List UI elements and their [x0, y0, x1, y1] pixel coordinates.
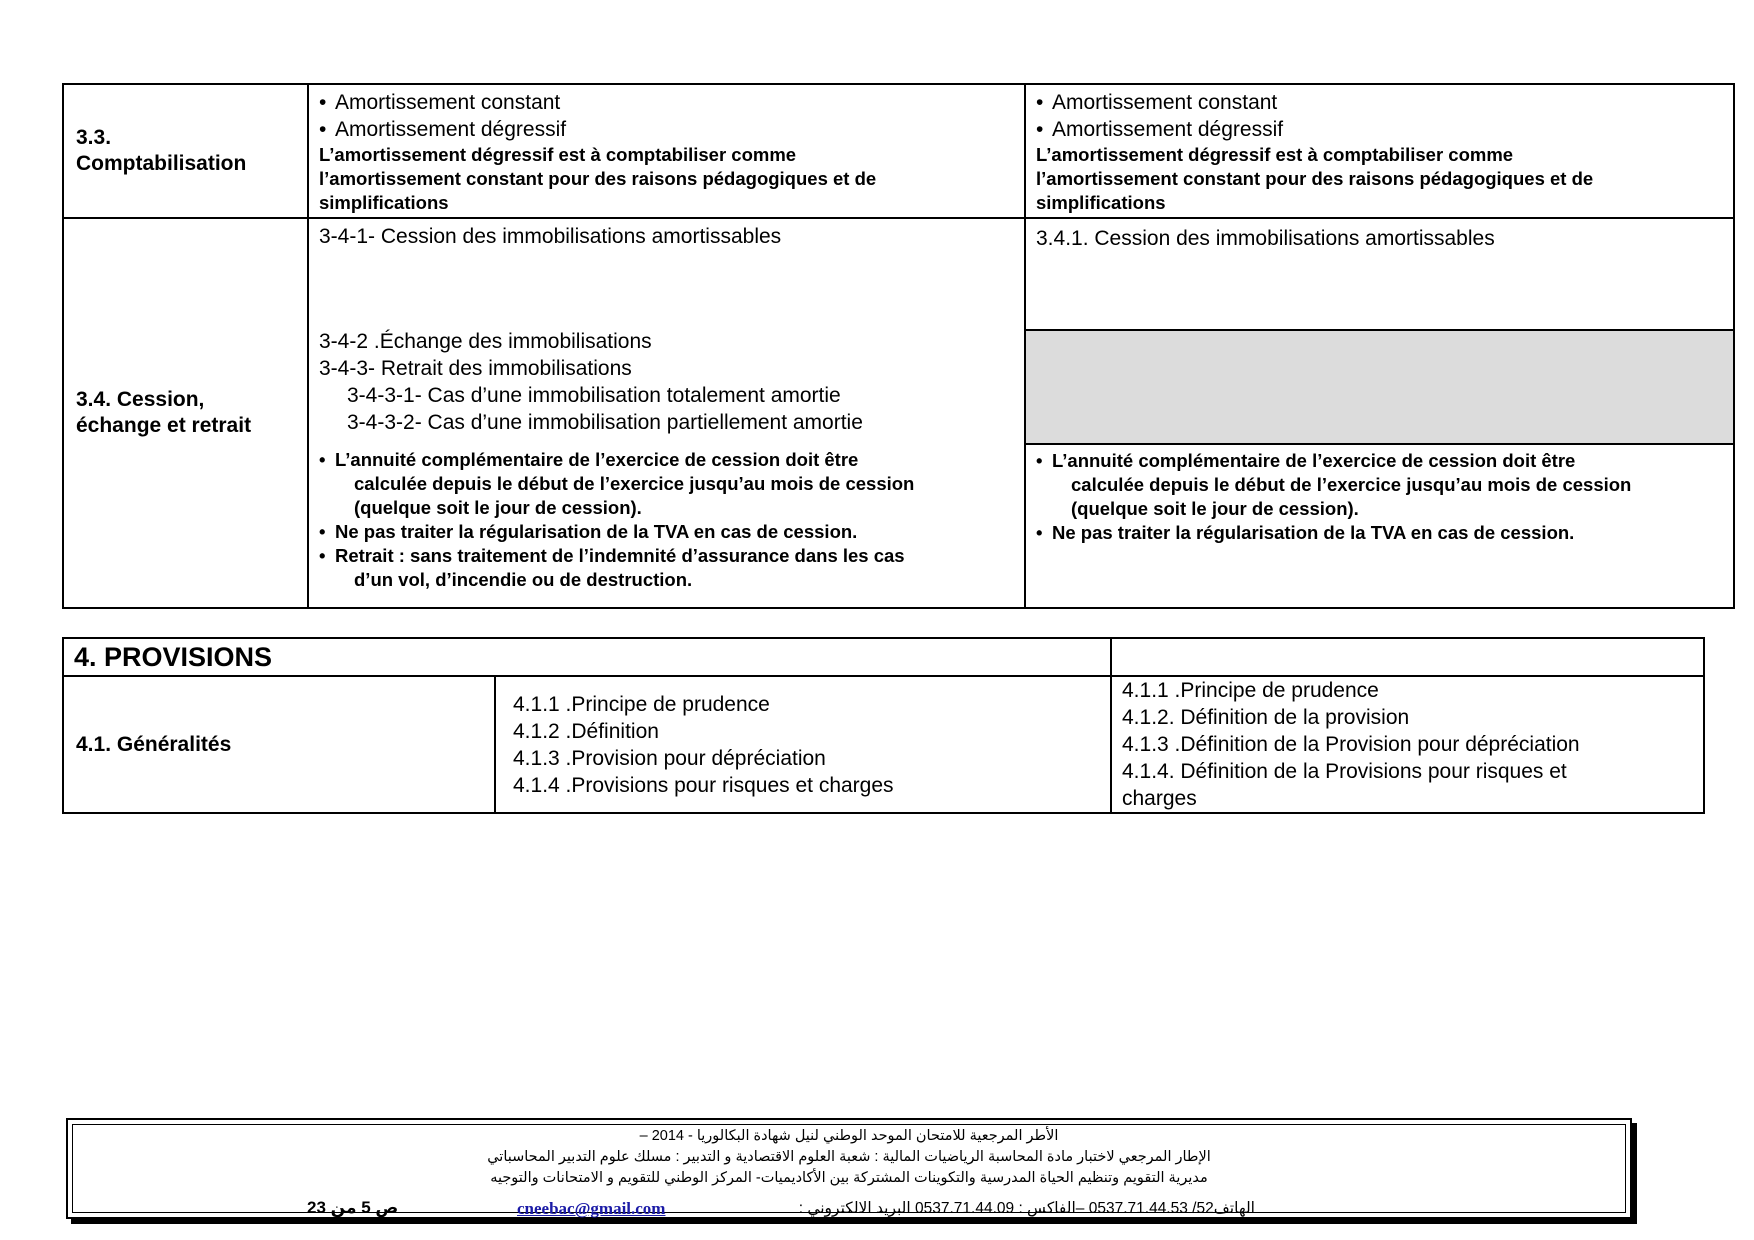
page-number: ص 5 من 23: [307, 1198, 399, 1217]
list-item: 3-4-2 .Échange des immobilisations: [319, 330, 652, 353]
row33-curriculum-cell: [308, 84, 1025, 218]
row41-exam-cell: [1111, 676, 1704, 813]
section4-table: [62, 637, 1703, 812]
list-item: 3-4-3-2- Cas d’une immobilisation partiellement amortie: [347, 411, 863, 434]
row-label-4-1: 4.1. Généralités: [63, 676, 495, 813]
list-item: 3.4.1. Cession des immobilisations amortissables: [1026, 219, 1733, 331]
list-item: 3-4-3- Retrait des immobilisations: [319, 357, 632, 380]
note: L’amortissement dégressif est à comptabiliser comme l’amortissement constant pour des raisons pédagogiques et de simplifications: [1036, 144, 1594, 213]
page-footer: [66, 1118, 1632, 1219]
list-item: • Amortissement constant: [1036, 91, 1278, 114]
list-item: 4.1.2. Définition de la provision: [1122, 706, 1410, 729]
empty-header-cell: [1111, 638, 1704, 676]
footer-contact: الهاتف52/ 0537.71.44.53 –الفاكس : 0537.71.44.09 البريد الالكتروني :: [798, 1200, 1255, 1217]
list-item: • Amortissement dégressif: [1036, 118, 1284, 141]
footer-line-2: الإطار المرجعي لاختبار مادة المحاسبة الرياضيات المالية : شعبة العلوم الاقتصادية و التدبير : مسلك علوم التدبير المحاسباتي: [487, 1149, 1211, 1165]
list-item: • Amortissement constant: [319, 91, 561, 114]
shaded-empty-cell: [1026, 331, 1733, 445]
section3-table: [62, 83, 1733, 609]
list-item: 4.1.3 .Provision pour dépréciation: [513, 746, 826, 770]
email-link[interactable]: cneebac@gmail.com: [517, 1199, 666, 1218]
list-item: 3-4-3-1- Cas d’une immobilisation totalement amortie: [347, 384, 841, 407]
list-item: • L’annuité complémentaire de l’exercice de cession doit être calculée depuis le début de l’exercice jusqu’au mois de cession (quelque soit le jour de cession).: [319, 449, 915, 518]
footer-email[interactable]: [517, 1199, 665, 1219]
list-item: 4.1.4 .Provisions pour risques et charges: [513, 773, 894, 797]
list-item: • Ne pas traiter la régularisation de la TVA en cas de cession.: [319, 521, 858, 542]
note: L’amortissement dégressif est à comptabiliser comme l’amortissement constant pour des raisons pédagogiques et de simplifications: [319, 144, 877, 213]
row34-exam-cell: [1025, 218, 1734, 608]
footer-line-1: الأطر المرجعية للامتحان الموحد الوطني لنيل شهادة البكالوريا - 2014 –: [639, 1128, 1059, 1144]
list-item: 4.1.1 .Principe de prudence: [1122, 679, 1379, 702]
list-item: • Amortissement dégressif: [319, 118, 567, 141]
row-label-3-4: 3.4. Cession, échange et retrait: [63, 218, 308, 608]
row41-curriculum-cell: [495, 676, 1111, 813]
list-item: • Ne pas traiter la régularisation de la TVA en cas de cession.: [1036, 522, 1575, 543]
list-item: 4.1.3 .Définition de la Provision pour dépréciation: [1122, 733, 1580, 756]
row33-exam-cell: [1025, 84, 1734, 218]
list-item: 3-4-1- Cession des immobilisations amortissables: [319, 225, 782, 248]
list-item: charges: [1122, 787, 1197, 810]
list-item: 4.1.2 .Définition: [513, 719, 659, 743]
section-title: 4. PROVISIONS: [63, 638, 1111, 676]
footer-line-3: مديرية التقويم وتنظيم الحياة المدرسية والتكوينات المشتركة بين الأكاديميات- المركز الوطني للتقويم و الامتحانات والتوجيه: [490, 1170, 1208, 1186]
list-item: 4.1.1 .Principe de prudence: [513, 692, 770, 716]
row34-curriculum-cell: [308, 218, 1025, 608]
list-item: • L’annuité complémentaire de l’exercice de cession doit être calculée depuis le début de l’exercice jusqu’au mois de cession (quelque soit le jour de cession).: [1036, 450, 1632, 519]
list-item: • Retrait : sans traitement de l’indemnité d’assurance dans les cas d’un vol, d’incendie ou de destruction.: [319, 545, 905, 590]
row-label-3-3: 3.3. Comptabilisation: [63, 84, 308, 218]
list-item: 4.1.4. Définition de la Provisions pour risques et: [1122, 760, 1567, 783]
